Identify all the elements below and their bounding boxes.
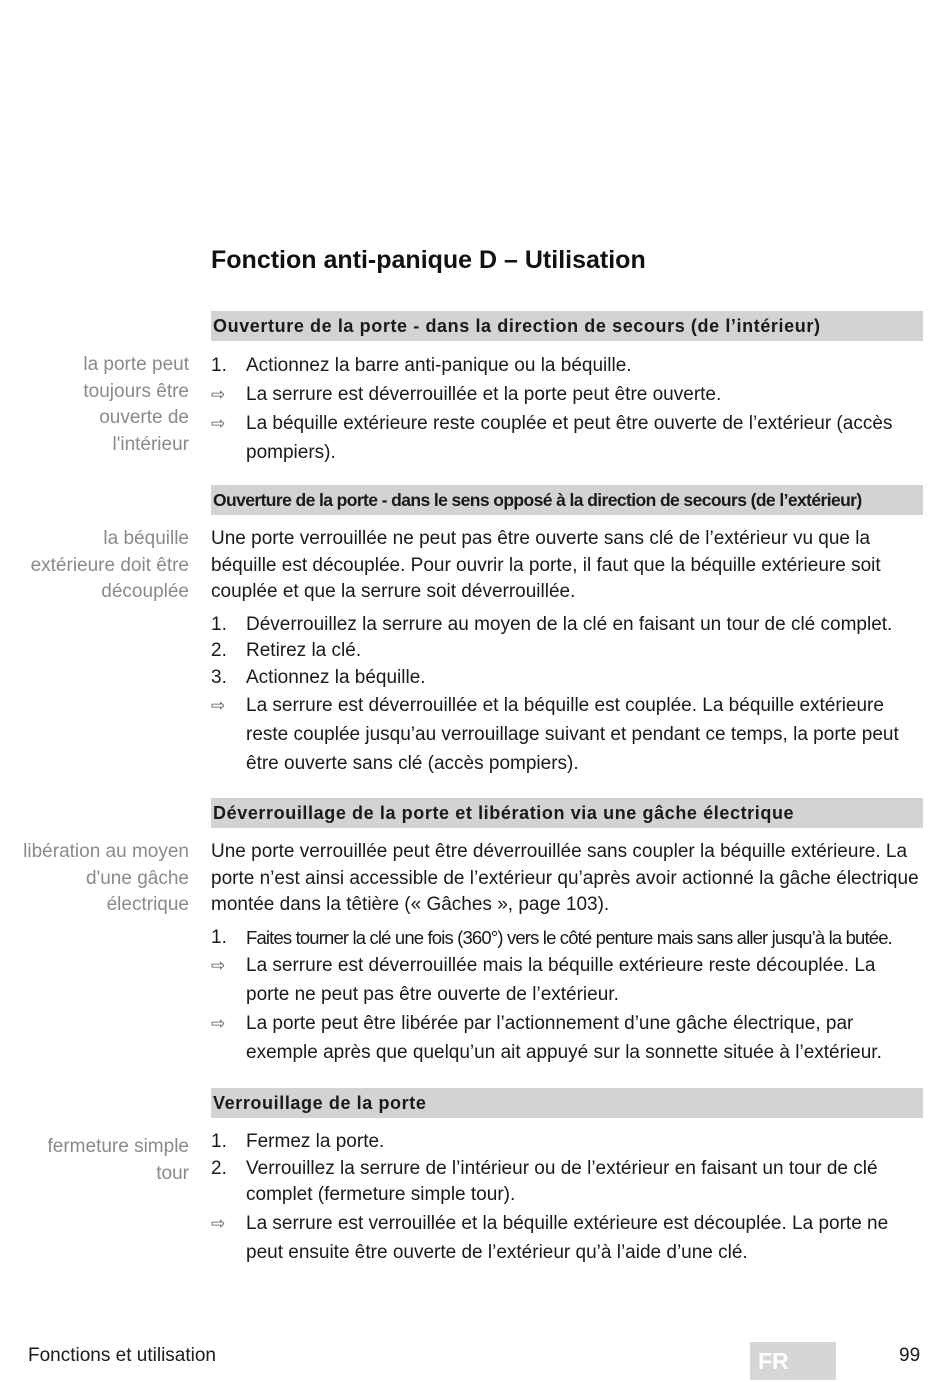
list-item xyxy=(211,351,923,380)
list-item xyxy=(211,1009,923,1067)
result-text: La porte peut être libérée par l’actionnement d’une gâche électrique, par exemple après que quelqu’un ait appuyé sur la sonnette située à l’extérieur. xyxy=(246,1013,882,1063)
result-arrow-icon: ⇨ xyxy=(211,956,226,975)
step-number: 1. xyxy=(211,926,227,948)
step-text: Faites tourner la clé une fois (360°) vers le côté penture mais sans aller jusqu’à la butée. xyxy=(246,926,892,948)
result-text: La serrure est déverrouillée et la porte peut être ouverte. xyxy=(246,384,722,405)
list-item xyxy=(211,1209,923,1267)
language-badge: FR xyxy=(750,1342,836,1380)
result-arrow-icon: ⇨ xyxy=(211,696,226,715)
section-body-electric-strike xyxy=(211,839,923,1067)
step-number: 1. xyxy=(211,355,227,376)
section-heading-opening-inside: Ouverture de la porte - dans la direction de secours (de l’intérieur) xyxy=(211,311,923,341)
margin-note-opening-outside: la béquille extérieure doit être découplée xyxy=(30,528,189,602)
list-item xyxy=(211,638,923,665)
list-item xyxy=(211,665,923,692)
step-number: 1. xyxy=(211,1131,227,1152)
list-item xyxy=(211,380,923,409)
step-text: Fermez la porte. xyxy=(246,1131,385,1152)
intro-paragraph: Une porte verrouillée ne peut pas être ouverte sans clé de l’extérieur vu que la béquille est découplée. Pour ouvrir la porte, il faut que la béquille extérieure soit couplée et que la serrure soit déverrouillée. xyxy=(211,528,881,602)
list-item xyxy=(211,691,923,778)
result-arrow-icon: ⇨ xyxy=(211,414,226,433)
list-item xyxy=(211,951,923,1009)
margin-note-opening-inside: la porte peut toujours être ouverte de l'intérieur xyxy=(83,354,189,455)
step-text: Verrouillez la serrure de l’intérieur ou de l’extérieur en faisant un tour de clé complet (fermeture simple tour). xyxy=(246,1157,878,1205)
list-item xyxy=(211,1129,923,1156)
margin-note-electric-strike: libération au moyen d'une gâche électrique xyxy=(23,841,189,915)
step-text: Actionnez la béquille. xyxy=(246,666,426,688)
list-item xyxy=(211,1156,923,1209)
section-body-opening-inside xyxy=(211,351,923,467)
section-body-locking xyxy=(211,1129,923,1267)
result-arrow-icon: ⇨ xyxy=(211,1213,226,1233)
section-heading-opening-outside: Ouverture de la porte - dans le sens opposé à la direction de secours (de l’extérieur) xyxy=(211,485,923,515)
result-text: La serrure est verrouillée et la béquille extérieure est découplée. La porte ne peut ensuite être ouverte de l’extérieur qu’à l’aide d’une clé. xyxy=(246,1212,889,1263)
result-text: La serrure est déverrouillée mais la béquille extérieure reste découplée. La porte ne peut pas être ouverte de l’extérieur. xyxy=(246,955,876,1005)
footer-section-name: Fonctions et utilisation xyxy=(28,1345,216,1366)
section-heading-locking: Verrouillage de la porte xyxy=(211,1088,923,1118)
section-heading-electric-strike: Déverrouillage de la porte et libération via une gâche électrique xyxy=(211,798,923,828)
result-text: La serrure est déverrouillée et la béquille est couplée. La béquille extérieure reste couplée jusqu’au verrouillage suivant et pendant ce temps, la porte peut être ouverte sans clé (accès pompiers). xyxy=(246,695,899,774)
step-number: 2. xyxy=(211,640,227,661)
section-body-opening-outside xyxy=(211,526,923,778)
list-item xyxy=(211,409,923,467)
step-number: 1. xyxy=(211,613,227,635)
margin-note-locking: fermeture simple tour xyxy=(47,1136,189,1184)
page-title: Fonction anti-panique D – Utilisation xyxy=(211,246,646,274)
list-item xyxy=(211,612,923,639)
intro-paragraph: Une porte verrouillée peut être déverrouillée sans coupler la béquille extérieure. La porte n’est ainsi accessible de l’extérieur qu’après avoir actionné la gâche électrique montée dans la têtière (« Gâches », page 103). xyxy=(211,841,919,915)
list-item xyxy=(211,925,923,952)
step-text: Actionnez la barre anti-panique ou la béquille. xyxy=(246,355,632,376)
result-text: La béquille extérieure reste couplée et peut être ouverte de l’extérieur (accès pompiers). xyxy=(246,413,893,463)
step-text: Retirez la clé. xyxy=(246,640,362,661)
step-number: 2. xyxy=(211,1157,227,1179)
page-number: 99 xyxy=(899,1345,921,1366)
step-number: 3. xyxy=(211,666,227,688)
result-arrow-icon: ⇨ xyxy=(211,385,226,404)
step-text: Déverrouillez la serrure au moyen de la clé en faisant un tour de clé complet. xyxy=(246,613,893,635)
result-arrow-icon: ⇨ xyxy=(211,1014,226,1033)
